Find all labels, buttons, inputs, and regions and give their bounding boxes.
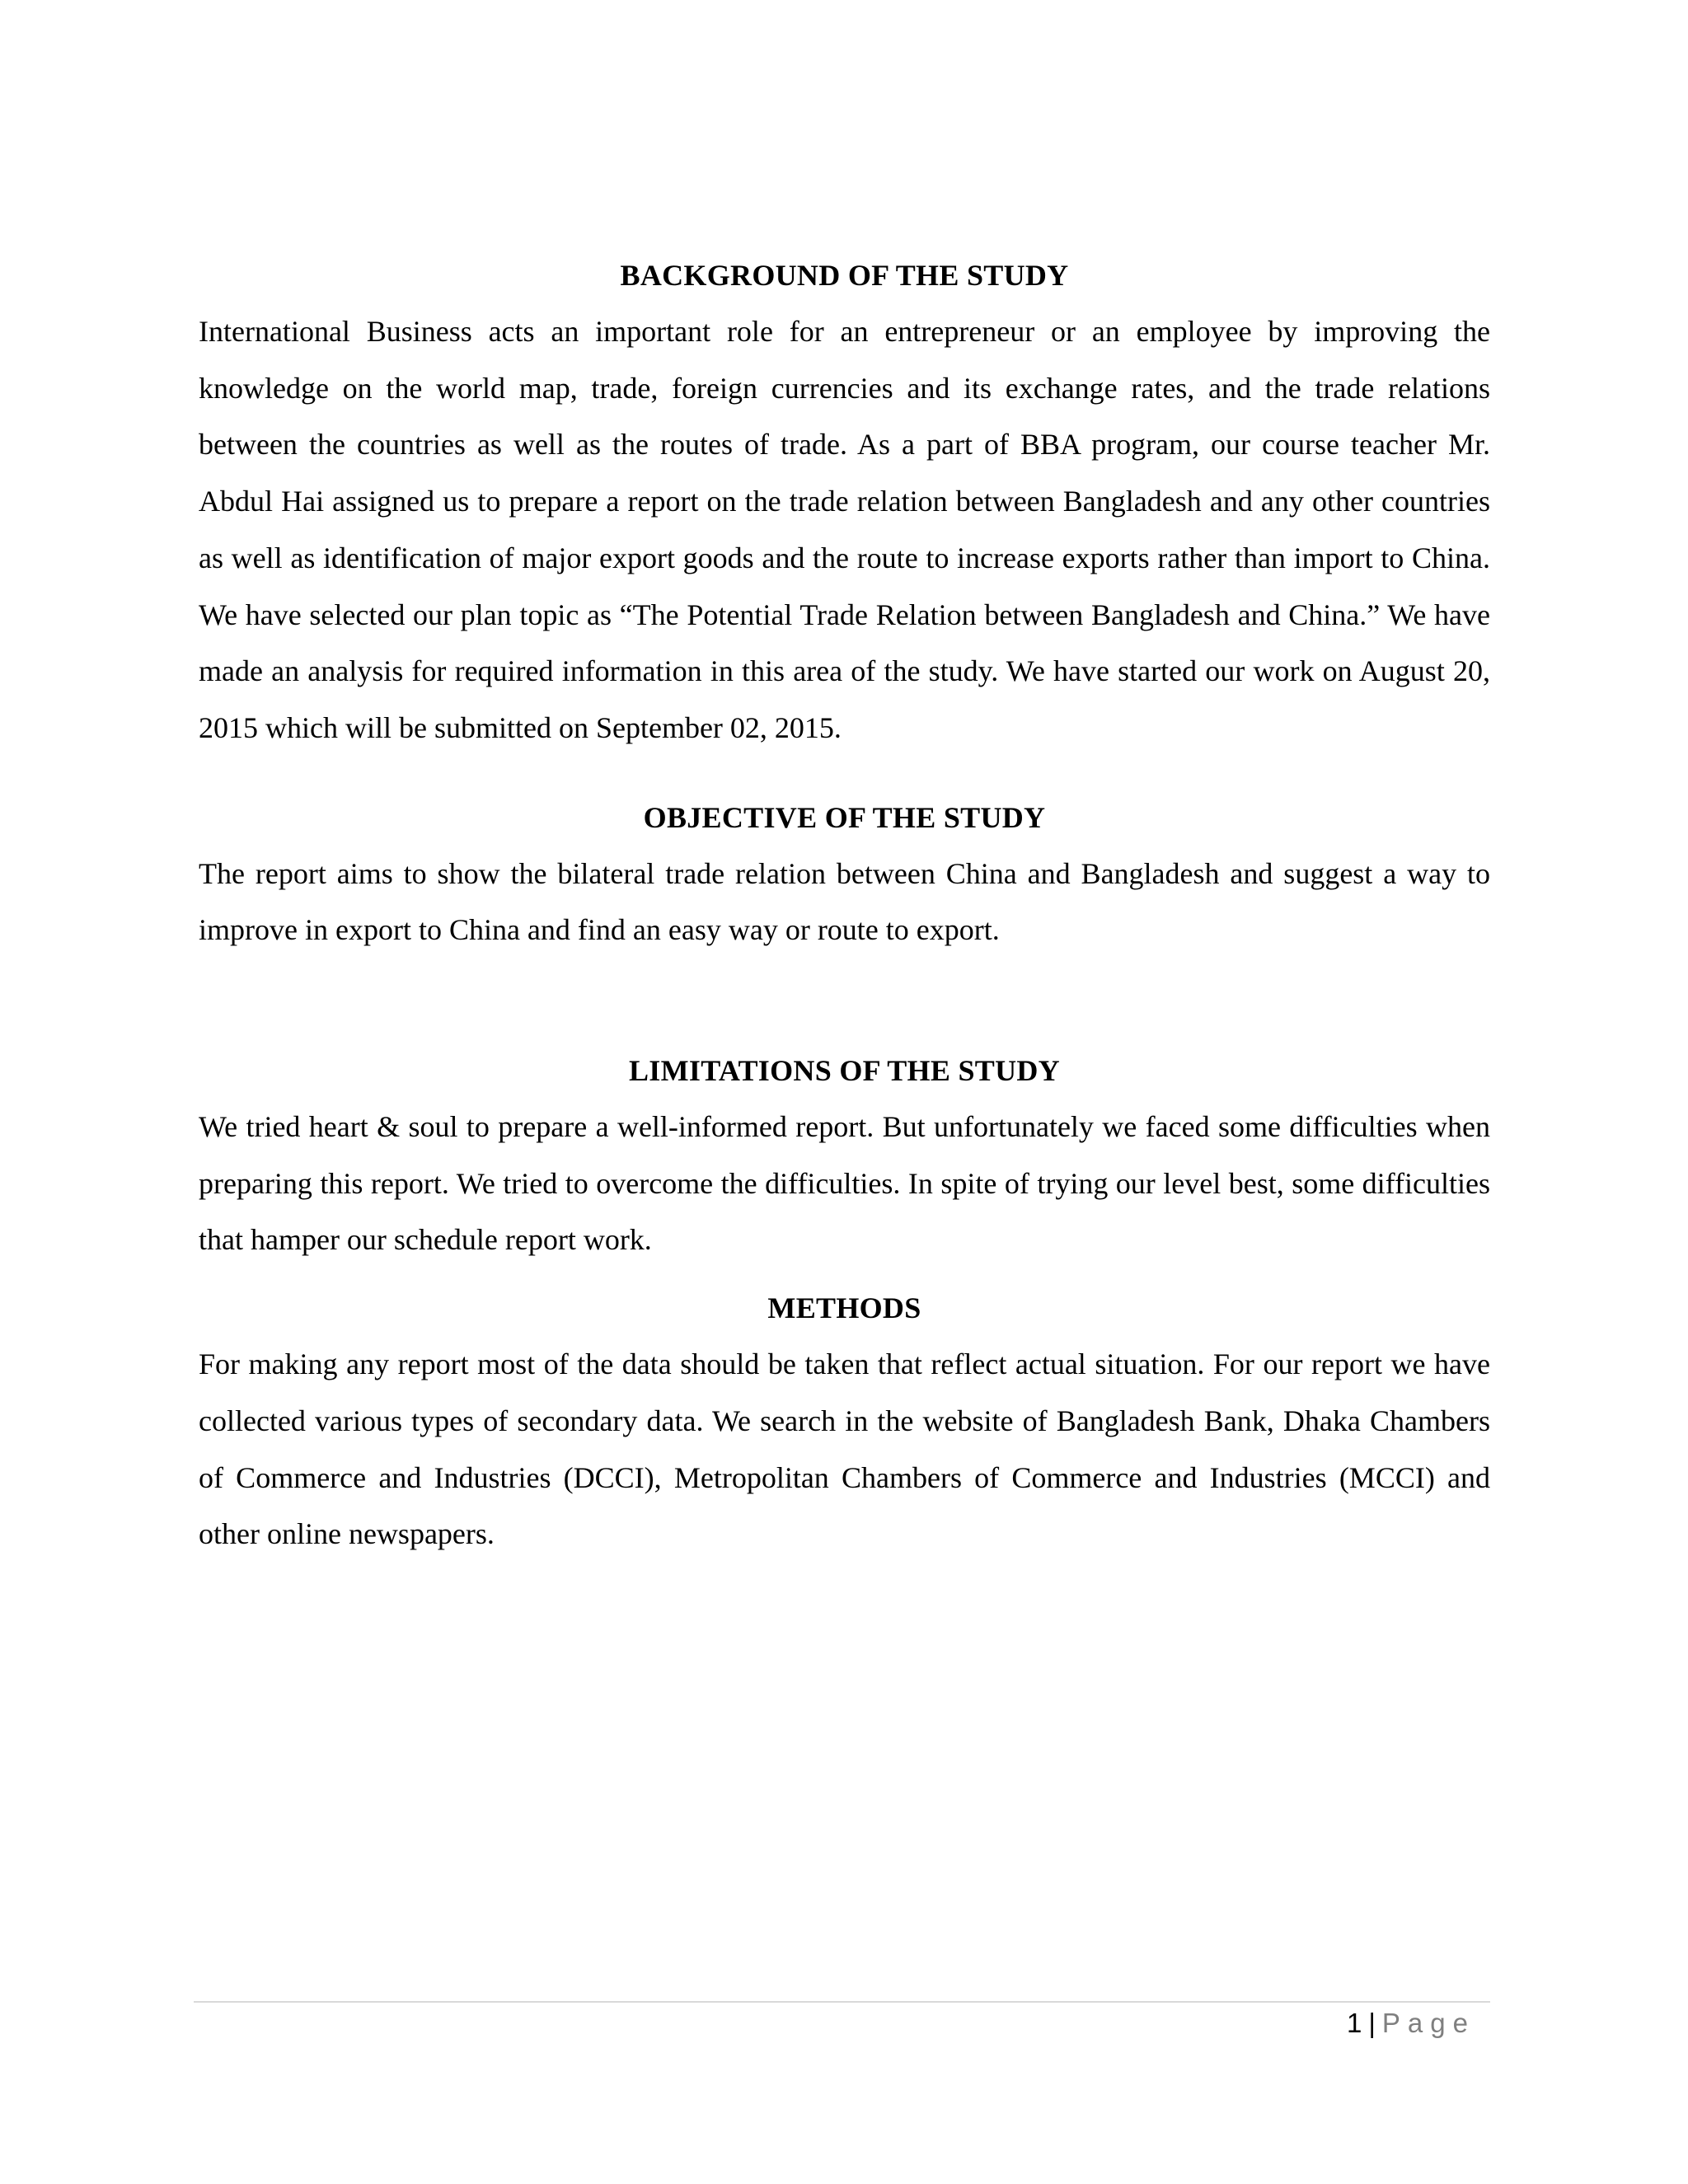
background-paragraph: International Business acts an important role for an entrepreneur or an employee by improving the knowledge on the world map, trade, foreign currencies and its exchange rates, and the trade relations between the countries as well as the routes of trade. As a part of BBA program, our course teacher Mr. Abdul Hai assigned us to prepare a report on the trade relation between Bangladesh and any other countries as well as identification of major export goods and the route to increase exports rather than import to China. We have selected our plan topic as “The Potential Trade Relation between Bangladesh and China.” We have made an analysis for required information in this area of the study. We have started our work on August 20, 2015 which will be submitted on September 02, 2015. — [199, 315, 1490, 744]
limitations-heading: LIMITATIONS OF THE STUDY — [629, 1054, 1060, 1088]
limitations-section — [199, 1043, 1490, 1268]
page-label: Page — [1381, 2008, 1475, 2038]
objective-paragraph: The report aims to show the bilateral trade relation between China and Bangladesh and suggest a way to improve in export to China and find an easy way or route to export. — [199, 856, 1490, 947]
objective-heading: OBJECTIVE OF THE STUDY — [643, 800, 1046, 834]
page-number: 1 — [1346, 2008, 1362, 2038]
page-separator: | — [1368, 2008, 1376, 2038]
background-section — [199, 247, 1490, 757]
methods-paragraph: For making any report most of the data should be taken that reflect actual situation. For our report we have collected various types of secondary data. We search in the website of Bangladesh Bank, Dhaka Chambers of Commerce and Industries (DCCI), Metropolitan Chambers of Commerce and Industries (MCCI) and other online newspapers. — [199, 1347, 1490, 1551]
limitations-paragraph: We tried heart & soul to prepare a well-informed report. But unfortunately we faced some difficulties when preparing this report. We tried to overcome the difficulties. In spite of trying our level best, some difficulties that hamper our schedule report work. — [199, 1110, 1490, 1257]
background-heading: BACKGROUND OF THE STUDY — [620, 259, 1069, 292]
footer-divider — [194, 2001, 1490, 2003]
methods-section — [199, 1280, 1490, 1563]
objective-section — [199, 790, 1490, 958]
methods-heading: METHODS — [767, 1291, 921, 1325]
page-content — [199, 247, 1490, 1563]
page-footer — [1347, 2003, 1475, 2044]
